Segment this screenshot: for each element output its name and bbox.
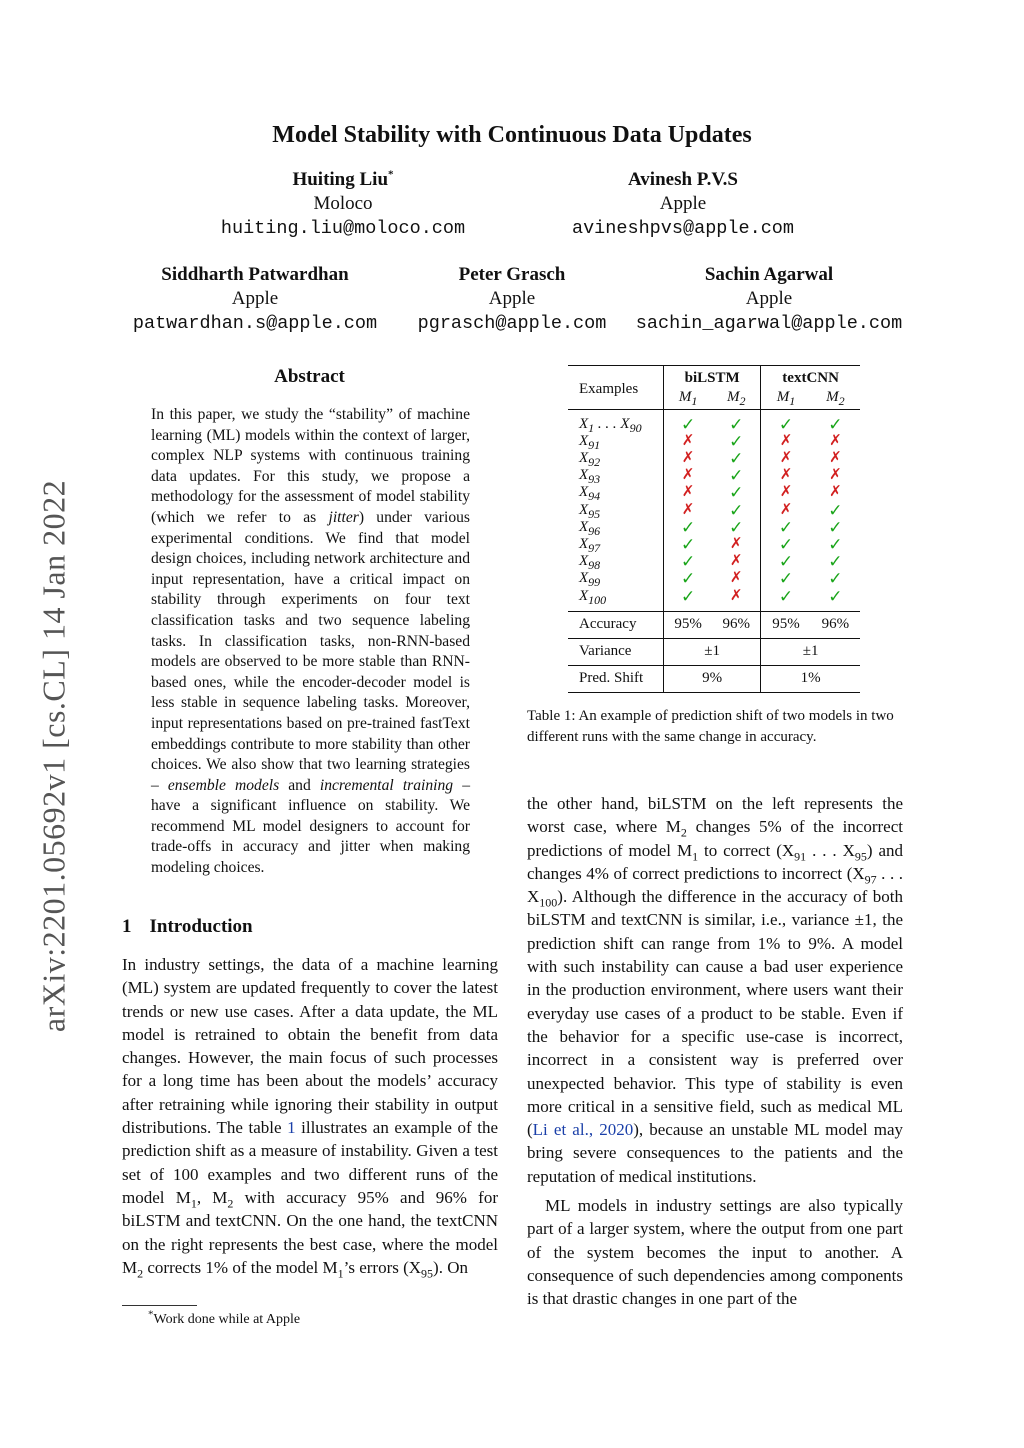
cross-icon: ✗	[664, 450, 713, 467]
check-icon: ✓	[729, 500, 744, 520]
check-icon: ✓	[828, 586, 843, 606]
author-block	[105, 263, 405, 336]
cross-icon: ✗	[829, 449, 842, 466]
prediction-table	[568, 365, 860, 693]
table-row-label: $X_{100}$	[579, 587, 607, 607]
table-accuracy-label: Accuracy	[579, 616, 637, 633]
author-affiliation: Apple	[488, 288, 536, 309]
table-shift-value: 1%	[761, 665, 860, 692]
check-icon: ✓	[761, 570, 811, 587]
author-block	[619, 263, 919, 336]
check-icon: ✓	[664, 519, 713, 536]
table-row	[568, 536, 860, 553]
cross-icon: ✗	[761, 433, 811, 450]
intro-paragraph-left: In industry settings, the data of a machine learning (ML) system are updated frequently to cover the latest trends or new use cases. After a data update, the ML model is retrained to obtain the benefit from data changes. However, the main focus of such processes for a long time has been about the models’ accuracy after retraining while ignoring their stability in output distributions. The table 1 illustrates an example of the prediction shift as a measure of instability. Given a test set of 100 examples and two different runs of the model $M_1$, $M_2$ with accuracy 95% and 96% for biLSTM and textCNN. On the one hand, the textCNN on the right represents the best case, where the model $M_2$ corrects 1% of the model $M_1’s$ errors $(X_{95})$. On	[122, 955, 499, 1281]
check-icon: ✓	[761, 588, 811, 612]
check-icon: ✓	[729, 466, 744, 486]
author-email[interactable]: huiting.liu@moloco.com	[220, 218, 466, 239]
table-row	[568, 502, 860, 519]
table-row	[568, 467, 860, 484]
cross-icon: ✗	[729, 587, 743, 604]
check-icon: ✓	[828, 517, 843, 537]
author-name: Avinesh P.V.S	[627, 169, 738, 190]
abstract-heading: Abstract	[274, 366, 345, 387]
table-caption: Table 1: An example of prediction shift of two models in two different runs with the same change in accuracy.	[527, 708, 894, 745]
check-icon: ✓	[664, 536, 713, 553]
check-icon: ✓	[729, 517, 744, 537]
author-name: Siddharth Patwardhan	[161, 264, 349, 285]
author-affiliation: Moloco	[313, 193, 373, 214]
check-icon: ✓	[828, 569, 843, 589]
author-block	[193, 168, 493, 241]
cross-icon: ✗	[829, 432, 842, 449]
check-icon: ✓	[828, 552, 843, 572]
table-row-label: $X_{98}$	[579, 553, 601, 573]
author-email[interactable]: patwardhan.s@apple.com	[132, 313, 378, 334]
author-email[interactable]: avineshpvs@apple.com	[571, 218, 795, 239]
cross-icon: ✗	[664, 467, 713, 484]
table-reference-link[interactable]: 1	[287, 1118, 296, 1138]
author-affiliation: Apple	[745, 288, 793, 309]
author-email[interactable]: sachin_agarwal@apple.com	[635, 313, 903, 334]
table-row	[568, 450, 860, 467]
table-header-examples: Examples	[579, 380, 639, 397]
intro-paragraph-right-1: the other hand, biLSTM on the left represents the worst case, where $M_2$ changes 5% of the incorrect predictions of model $M_1$ to correct ($X_{91}$ . . . $X_{95}$) and changes 4% of correct predictions to incorrect ($X_{97}$ . . . $X_{100}$). Although the difference in the accuracy of both biLSTM and textCNN is similar, i.e., variance ±1, the prediction shift can range from 1% to 9%. A model with such instability can cause a bad user experience in the production environment, where users want their everyday use cases of a product to be stable. Even if the behavior for a specific use-case is incorrect, incorrect in a consistent way is preferred over unexpected behavior. This type of stability is even more critical in a sensitive field, such as medical ML (Li et al., 2020), because an unstable ML model may bring severe consequences to the patients and the reputation of medical institutions.	[527, 794, 904, 1186]
table-variance-label: Variance	[579, 643, 632, 660]
table-shift-value: 9%	[664, 665, 761, 692]
check-icon: ✓	[828, 534, 843, 554]
check-icon: ✓	[729, 414, 744, 434]
check-icon: ✓	[761, 519, 811, 536]
check-icon: ✓	[664, 409, 713, 433]
check-icon: ✓	[828, 414, 843, 434]
table-group-bilstm: biLSTM	[664, 366, 761, 388]
table-variance-value: ±1	[664, 638, 761, 665]
intro-paragraph-right	[527, 792, 903, 1311]
table-variance-value: ±1	[761, 638, 860, 665]
author-name: Sachin Agarwal	[704, 264, 834, 285]
cross-icon: ✗	[829, 484, 842, 501]
check-icon: ✓	[729, 448, 744, 468]
table-accuracy-value: 95%	[761, 611, 811, 638]
author-email[interactable]: pgrasch@apple.com	[417, 313, 607, 334]
table-group-textcnn: textCNN	[761, 366, 860, 388]
table-row	[568, 433, 860, 450]
table-model-header: $M_2$	[826, 389, 845, 409]
check-icon: ✓	[729, 483, 744, 503]
table-model-header: $M_1$	[664, 387, 713, 409]
cross-icon: ✗	[761, 502, 811, 519]
check-icon: ✓	[729, 431, 744, 451]
author-affiliation: Apple	[231, 288, 279, 309]
table-row-label: $X_1$ . . . $X_{90}$	[579, 415, 642, 435]
footnote: *Work done while at Apple	[148, 1308, 301, 1327]
cross-icon: ✗	[664, 484, 713, 501]
author-name: Huiting Liu*	[292, 168, 394, 190]
cross-icon: ✗	[729, 553, 743, 570]
table-row	[568, 570, 860, 587]
cross-icon: ✗	[761, 467, 811, 484]
check-icon: ✓	[761, 536, 811, 553]
table-row	[568, 484, 860, 501]
cross-icon: ✗	[761, 484, 811, 501]
check-icon: ✓	[664, 588, 713, 612]
table-accuracy-value: 96%	[821, 616, 850, 633]
table-row-label: $X_{93}$	[579, 467, 601, 487]
author-affiliation: Apple	[659, 193, 707, 214]
table-row	[568, 588, 860, 612]
table-accuracy-value: 95%	[664, 611, 713, 638]
cross-icon: ✗	[829, 467, 842, 484]
check-icon: ✓	[664, 570, 713, 587]
table-row-label: $X_{97}$	[579, 536, 601, 556]
cross-icon: ✗	[664, 502, 713, 519]
table-row-label: $X_{99}$	[579, 570, 601, 590]
table-accuracy-value: 96%	[722, 616, 750, 633]
cross-icon: ✗	[729, 570, 743, 587]
paper-title: Model Stability with Continuous Data Updates	[272, 122, 752, 148]
citation-link[interactable]: Li et al., 2020	[532, 1120, 634, 1140]
check-icon: ✓	[761, 553, 811, 570]
table-row-label: $X_{92}$	[579, 450, 601, 469]
cross-icon: ✗	[761, 450, 811, 467]
author-name: Peter Grasch	[458, 264, 566, 285]
cross-icon: ✗	[664, 433, 713, 450]
table-row-label: $X_{91}$	[579, 432, 601, 452]
author-block	[392, 263, 632, 336]
check-icon: ✓	[828, 500, 843, 520]
table-row	[568, 409, 860, 433]
intro-paragraph-right-2: ML models in industry settings are also typically part of a larger system, where the output from one part of the system becomes the input to another. A consequence of such dependencies among components is that drastic changes in one part of the	[527, 1196, 903, 1309]
table-row	[568, 553, 860, 570]
table-shift-label: Pred. Shift	[579, 670, 644, 687]
cross-icon: ✗	[729, 535, 743, 552]
table-row-label: $X_{96}$	[579, 518, 601, 538]
abstract-text: In this paper, we study the “stability” of machine learning (ML) models within the context of larger, complex NLP systems with continuous training data updates. For this study, we propose a methodology for the assessment of model stability (which we refer to as jitter) under various experimental conditions. We find that model design choices, including network architecture and input representation, have a critical impact on stability through experiments on four text classification tasks and two sequence labeling tasks. In classification tasks, non-RNN-based models are observed to be more stable than RNN-based ones, while the encoder-decoder model is less stable in sequence labeling tasks. Moreover, input representations based on pre-trained fastText embeddings contribute to more stability than other choices. We also show that two learning strategies – ensemble models and incremental training – have a significant influence on stability. We recommend ML model designers to account for trade-offs in accuracy and jitter when making modeling choices.	[151, 406, 470, 877]
section-heading: 1 Introduction	[122, 916, 253, 937]
arxiv-id-text: arXiv:2201.05692v1 [cs.CL] 14 Jan 2022	[35, 479, 72, 1033]
check-icon: ✓	[664, 553, 713, 570]
table-row-label: $X_{94}$	[579, 484, 601, 504]
footnote-rule	[122, 1305, 197, 1306]
author-block	[533, 168, 833, 241]
table-row	[568, 519, 860, 536]
table-row-label: $X_{95}$	[579, 501, 601, 521]
table-model-header: $M_1$	[761, 387, 811, 409]
table-model-header: $M_2$	[726, 389, 746, 409]
check-icon: ✓	[761, 409, 811, 433]
